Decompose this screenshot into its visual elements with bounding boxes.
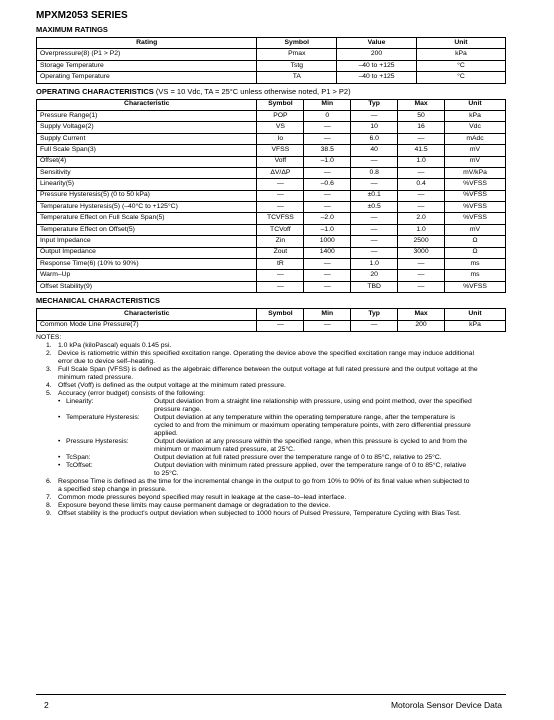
unit-cell: ms	[445, 259, 506, 270]
rating-cell: Storage Temperature	[37, 60, 257, 71]
notes-header: NOTES:	[36, 333, 62, 341]
footer-source: Motorola Sensor Device Data	[390, 700, 502, 710]
value-cell: –40 to +125	[337, 72, 417, 83]
note-line: Offset (Voff) is defined as the output voltage at the minimum rated pressure.	[58, 381, 286, 389]
min-cell: 0	[304, 110, 351, 121]
unit-cell: %VFSS	[445, 190, 506, 201]
table-row	[37, 145, 506, 156]
accuracy-label: Pressure Hysteresis:	[66, 437, 129, 445]
max-ratings-title: MAXIMUM RATINGS	[36, 25, 108, 34]
symbol-cell: —	[257, 190, 304, 201]
note-line: 1.0 kPa (kiloPascal) equals 0.145 psi.	[58, 341, 172, 349]
operating-title-text: OPERATING CHARACTERISTICS	[36, 86, 154, 96]
max-cell: —	[398, 270, 445, 281]
max-ratings-header: Symbol	[257, 38, 337, 49]
symbol-cell: Tstg	[257, 60, 337, 71]
typ-cell: —	[351, 247, 398, 258]
note-item	[36, 390, 506, 398]
table-row	[37, 179, 506, 190]
symbol-cell: Voff	[257, 156, 304, 167]
note-item	[36, 494, 506, 502]
min-cell: 1400	[304, 247, 351, 258]
bullet-icon: •	[58, 397, 61, 405]
note-number: 1.	[46, 341, 52, 349]
accuracy-item	[36, 414, 506, 438]
symbol-cell: Pmax	[257, 49, 337, 60]
min-cell: –1.0	[304, 156, 351, 167]
accuracy-label: TcOffset:	[66, 461, 93, 469]
typ-cell: TBD	[351, 281, 398, 292]
unit-cell: %VFSS	[445, 281, 506, 292]
accuracy-label: TcSpan:	[66, 453, 91, 461]
note-line: Full Scale Span (VFSS) is defined as the algebraic difference between the output voltage at full rated pressure and the output voltage at the	[58, 365, 478, 373]
unit-cell: °C	[416, 60, 505, 71]
typ-cell: —	[351, 179, 398, 190]
typ-cell: 20	[351, 270, 398, 281]
max-ratings-table	[36, 37, 506, 84]
note-number: 6.	[46, 477, 52, 485]
min-cell: —	[304, 190, 351, 201]
unit-cell: %VFSS	[445, 202, 506, 213]
note-line: Accuracy (error budget) consists of the following:	[58, 389, 205, 397]
typ-cell: 0.8	[351, 167, 398, 178]
accuracy-line: applied.	[154, 429, 178, 437]
characteristic-cell: Response Time(6) (10% to 90%)	[37, 259, 257, 270]
note-line: error due to device self–heating.	[58, 357, 156, 365]
note-number: 7.	[46, 493, 52, 501]
min-cell: —	[304, 320, 351, 331]
table-row	[37, 110, 506, 121]
note-line: Exposure beyond these limits may cause permanent damage or degradation to the device.	[58, 501, 331, 509]
typ-cell: 6.0	[351, 133, 398, 144]
characteristic-cell: Sensitivity	[37, 167, 257, 178]
note-number: 3.	[46, 365, 52, 373]
typ-cell: 10	[351, 122, 398, 133]
min-cell: —	[304, 133, 351, 144]
symbol-cell: Zin	[257, 236, 304, 247]
mechanical-header: Symbol	[257, 309, 304, 320]
min-cell: —	[304, 167, 351, 178]
max-cell: 3000	[398, 247, 445, 258]
characteristic-cell: Temperature Hysteresis(5) (–40°C to +125°C)	[37, 202, 257, 213]
mechanical-header: Characteristic	[37, 309, 257, 320]
note-item	[36, 342, 506, 350]
min-cell: —	[304, 259, 351, 270]
table-row	[37, 49, 506, 60]
min-cell: —	[304, 281, 351, 292]
characteristic-cell: Temperature Effect on Offset(5)	[37, 224, 257, 235]
unit-cell: kPa	[445, 110, 506, 121]
max-cell: —	[398, 167, 445, 178]
mechanical-header: Min	[304, 309, 351, 320]
table-row	[37, 213, 506, 224]
unit-cell: %VFSS	[445, 179, 506, 190]
symbol-cell: POP	[257, 110, 304, 121]
accuracy-item	[36, 454, 506, 462]
unit-cell: °C	[416, 72, 505, 83]
unit-cell: Ω	[445, 236, 506, 247]
max-cell: 41.5	[398, 145, 445, 156]
symbol-cell: VFSS	[257, 145, 304, 156]
typ-cell: —	[351, 213, 398, 224]
operating-header: Min	[304, 99, 351, 110]
note-line: Response Time is defined as the time for the incremental change in the output to go from 10% to 90% of its final value when subjected to	[58, 477, 470, 485]
operating-header: Characteristic	[37, 99, 257, 110]
typ-cell: —	[351, 224, 398, 235]
note-number: 8.	[46, 501, 52, 509]
max-cell: 16	[398, 122, 445, 133]
note-number: 2.	[46, 349, 52, 357]
symbol-cell: —	[257, 320, 304, 331]
operating-header: Typ	[351, 99, 398, 110]
typ-cell: —	[351, 236, 398, 247]
typ-cell: —	[351, 320, 398, 331]
max-cell: —	[398, 259, 445, 270]
table-row	[37, 259, 506, 270]
mechanical-table	[36, 308, 506, 332]
accuracy-line: Output deviation at any pressure within the specified range, when this pressure is cycled to and from the	[154, 437, 468, 445]
table-row	[37, 122, 506, 133]
typ-cell: 1.0	[351, 259, 398, 270]
unit-cell: %VFSS	[445, 213, 506, 224]
accuracy-line: pressure range.	[154, 405, 202, 413]
max-ratings-header: Rating	[37, 38, 257, 49]
symbol-cell: tR	[257, 259, 304, 270]
min-cell: –1.0	[304, 224, 351, 235]
table-row	[37, 133, 506, 144]
operating-header: Unit	[445, 99, 506, 110]
operating-header: Max	[398, 99, 445, 110]
table-row	[37, 236, 506, 247]
bullet-icon: •	[58, 461, 61, 469]
note-line: Device is ratiometric within this specified excitation range. Operating the device above the specified excitation range may induce additional	[58, 349, 474, 357]
unit-cell: Vdc	[445, 122, 506, 133]
characteristic-cell: Offset Stability(9)	[37, 281, 257, 292]
unit-cell: kPa	[416, 49, 505, 60]
characteristic-cell: Supply Current	[37, 133, 257, 144]
table-row	[37, 190, 506, 201]
max-cell: 50	[398, 110, 445, 121]
symbol-cell: TCVoff	[257, 224, 304, 235]
note-line: a specified step change in pressure.	[58, 485, 167, 493]
unit-cell: Ω	[445, 247, 506, 258]
accuracy-line: Output deviation at full rated pressure over the temperature range of 0 to 85°C, relative to 25°C.	[154, 453, 442, 461]
operating-condition: (VS = 10 Vdc, TA = 25°C unless otherwise noted, P1 > P2)	[155, 86, 351, 96]
accuracy-line: Output deviation from a straight line relationship with pressure, using end point method, over the specified	[154, 397, 472, 405]
table-row	[37, 270, 506, 281]
min-cell: –2.0	[304, 213, 351, 224]
characteristic-cell: Pressure Hysteresis(5) (0 to 50 kPa)	[37, 190, 257, 201]
datasheet-page	[36, 10, 506, 518]
min-cell: 38.5	[304, 145, 351, 156]
typ-cell: ±0.5	[351, 202, 398, 213]
table-row	[37, 281, 506, 292]
note-line: Offset stability is the product's output deviation when subjected to 1000 hours of Pulsed Pressure, Temperature Cycling with Bias Test.	[58, 509, 461, 517]
value-cell: 200	[337, 49, 417, 60]
accuracy-item	[36, 462, 506, 478]
operating-table	[36, 99, 506, 294]
note-line: Common mode pressures beyond specified may result in leakage at the case–to–lead interface.	[58, 493, 347, 501]
characteristic-cell: Output Impedance	[37, 247, 257, 258]
typ-cell: —	[351, 110, 398, 121]
unit-cell: mV	[445, 156, 506, 167]
unit-cell: mV	[445, 224, 506, 235]
max-cell: —	[398, 281, 445, 292]
operating-header: Symbol	[257, 99, 304, 110]
characteristic-cell: Full Scale Span(3)	[37, 145, 257, 156]
unit-cell: mAdc	[445, 133, 506, 144]
unit-cell: ms	[445, 270, 506, 281]
max-ratings-header: Unit	[416, 38, 505, 49]
max-cell: 2500	[398, 236, 445, 247]
characteristic-cell: Warm–Up	[37, 270, 257, 281]
note-item	[36, 366, 506, 382]
min-cell: –0.6	[304, 179, 351, 190]
table-row	[37, 202, 506, 213]
accuracy-line: Output deviation at any temperature within the operating temperature range, after the temperature is	[154, 413, 456, 421]
symbol-cell: TCVFSS	[257, 213, 304, 224]
min-cell: 1000	[304, 236, 351, 247]
symbol-cell: —	[257, 179, 304, 190]
value-cell: –40 to +125	[337, 60, 417, 71]
unit-cell: mV	[445, 145, 506, 156]
notes	[36, 334, 506, 518]
table-row	[37, 156, 506, 167]
typ-cell: 40	[351, 145, 398, 156]
note-number: 9.	[46, 509, 52, 517]
max-cell: —	[398, 190, 445, 201]
min-cell: —	[304, 122, 351, 133]
symbol-cell: ΔV/ΔP	[257, 167, 304, 178]
rating-cell: Operating Temperature	[37, 72, 257, 83]
min-cell: —	[304, 202, 351, 213]
note-line: minimum rated pressure.	[58, 373, 134, 381]
accuracy-label: Linearity:	[66, 397, 94, 405]
table-row	[37, 224, 506, 235]
symbol-cell: VS	[257, 122, 304, 133]
accuracy-line: Output deviation with minimum rated pressure applied, over the temperature range of 0 to 85°C, relative	[154, 461, 467, 469]
accuracy-line: cycled to and from the minimum or maximum operating temperature points, with zero differential pressure	[154, 421, 471, 429]
max-cell: 0.4	[398, 179, 445, 190]
symbol-cell: —	[257, 270, 304, 281]
characteristic-cell: Pressure Range(1)	[37, 110, 257, 121]
max-cell: —	[398, 202, 445, 213]
note-number: 4.	[46, 381, 52, 389]
table-row	[37, 247, 506, 258]
characteristic-cell: Input Impedance	[37, 236, 257, 247]
note-number: 5.	[46, 389, 52, 397]
mechanical-header: Max	[398, 309, 445, 320]
table-row	[37, 72, 506, 83]
accuracy-item	[36, 438, 506, 454]
symbol-cell: —	[257, 281, 304, 292]
table-row	[37, 167, 506, 178]
characteristic-cell: Common Mode Line Pressure(7)	[37, 320, 257, 331]
characteristic-cell: Offset(4)	[37, 156, 257, 167]
operating-title	[36, 87, 506, 97]
mechanical-title: MECHANICAL CHARACTERISTICS	[36, 296, 161, 306]
note-item	[36, 502, 506, 510]
characteristic-cell: Temperature Effect on Full Scale Span(5)	[37, 213, 257, 224]
max-ratings-header: Value	[337, 38, 417, 49]
page-number: 2	[44, 700, 49, 710]
max-cell: —	[398, 133, 445, 144]
unit-cell: kPa	[445, 320, 506, 331]
table-row	[37, 60, 506, 71]
mechanical-header: Unit	[445, 309, 506, 320]
min-cell: —	[304, 270, 351, 281]
max-cell: 1.0	[398, 156, 445, 167]
unit-cell: mV/kPa	[445, 167, 506, 178]
note-item	[36, 478, 506, 494]
series-title: MPXM2053 SERIES	[36, 10, 128, 21]
bullet-icon: •	[58, 453, 61, 461]
page-footer	[36, 694, 506, 710]
rating-cell: Overpressure(8) (P1 > P2)	[37, 49, 257, 60]
symbol-cell: TA	[257, 72, 337, 83]
accuracy-line: to 25°C.	[154, 469, 179, 477]
accuracy-label: Temperature Hysteresis:	[66, 413, 140, 421]
typ-cell: —	[351, 156, 398, 167]
note-item	[36, 510, 506, 518]
accuracy-line: minimum or maximum rated pressure, at 25°C.	[154, 445, 295, 453]
max-cell: 200	[398, 320, 445, 331]
symbol-cell: —	[257, 202, 304, 213]
note-item	[36, 350, 506, 366]
symbol-cell: Io	[257, 133, 304, 144]
bullet-icon: •	[58, 413, 61, 421]
max-cell: 1.0	[398, 224, 445, 235]
accuracy-item	[36, 398, 506, 414]
mechanical-header: Typ	[351, 309, 398, 320]
table-row	[37, 320, 506, 331]
max-cell: 2.0	[398, 213, 445, 224]
characteristic-cell: Supply Voltage(2)	[37, 122, 257, 133]
characteristic-cell: Linearity(5)	[37, 179, 257, 190]
note-item	[36, 382, 506, 390]
bullet-icon: •	[58, 437, 61, 445]
symbol-cell: Zout	[257, 247, 304, 258]
typ-cell: ±0.1	[351, 190, 398, 201]
